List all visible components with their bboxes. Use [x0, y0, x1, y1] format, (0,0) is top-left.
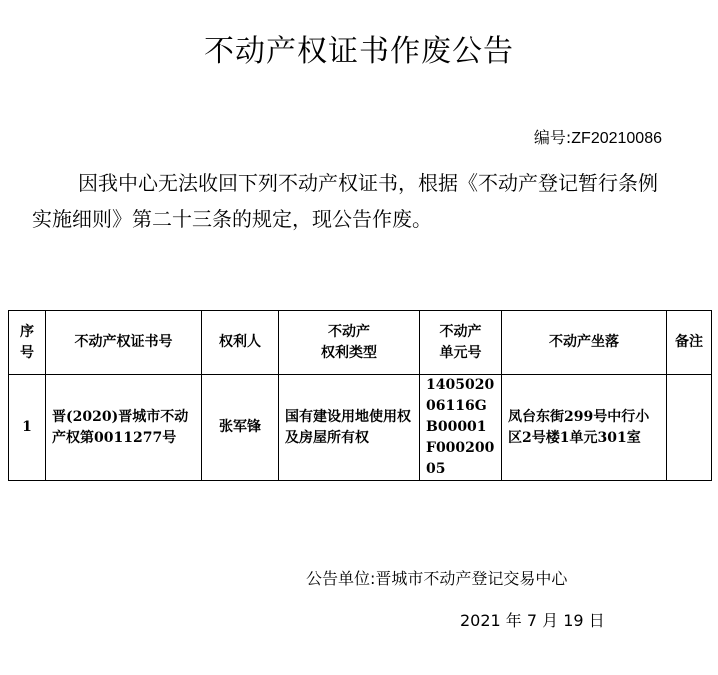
- publisher-label: 公告单位:: [306, 569, 376, 588]
- announcement-date: 2021 年 7 月 19 日: [460, 611, 605, 630]
- announcement-text: 因我中心无法收回下列不动产权证书，根据《不动产登记暂行条例实施细则》第二十三条的规定，现公告作废。: [32, 171, 658, 231]
- table-header-row: [9, 311, 712, 375]
- header-cert-no: 不动产权证书号: [46, 311, 202, 375]
- page-title: 不动产权证书作废公告: [204, 34, 514, 69]
- certificate-table: [8, 310, 712, 481]
- doc-number-label: 编号:: [533, 128, 572, 147]
- announcement-paragraph: [32, 165, 672, 237]
- header-unit-no-line2: 单元号: [439, 344, 482, 361]
- header-remarks: 备注: [667, 311, 712, 375]
- header-unit-no: [420, 311, 502, 375]
- header-right-type-line1: 不动产: [328, 323, 370, 340]
- cell-holder: 张军锋: [202, 375, 279, 481]
- cell-cert-no: 晋(2020)晋城市不动产权第0011277号: [46, 375, 202, 481]
- header-unit-no-line1: 不动产: [439, 323, 482, 340]
- cell-unit-no: 140502006116GB00001F00020005: [420, 375, 502, 481]
- doc-number-value: ZF20210086: [571, 130, 662, 147]
- header-holder: 权利人: [202, 311, 279, 375]
- cell-location: 凤台东街299号中行小区2号楼1单元301室: [502, 375, 667, 481]
- header-location: 不动产坐落: [502, 311, 667, 375]
- doc-number: [534, 127, 662, 150]
- table-row: [9, 375, 712, 481]
- cell-remarks: [667, 375, 712, 481]
- header-right-type-line2: 权利类型: [321, 344, 377, 361]
- publisher-name: 晋城市不动产登记交易中心: [375, 569, 568, 588]
- publisher: [306, 568, 567, 590]
- cell-right-type: 国有建设用地使用权及房屋所有权: [279, 375, 420, 481]
- cell-seq: 1: [9, 375, 46, 481]
- header-seq: 序号: [9, 311, 46, 375]
- header-right-type: [279, 311, 420, 375]
